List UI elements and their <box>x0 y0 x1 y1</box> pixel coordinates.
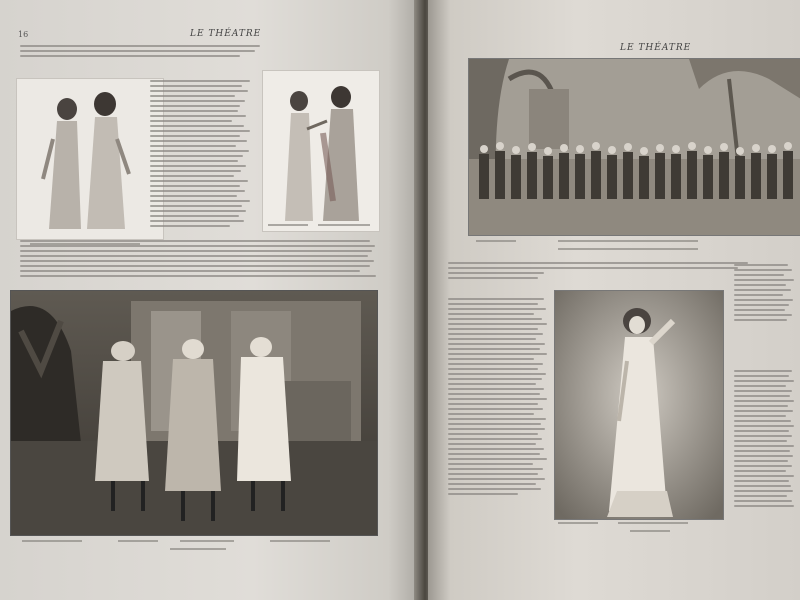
photo-stage-ensemble <box>468 58 800 236</box>
narrow-column-text <box>448 298 548 498</box>
photo-caption <box>558 248 698 250</box>
photo-caption <box>558 522 598 524</box>
body-paragraph <box>448 262 748 282</box>
photo-trumpet-actress <box>262 70 380 232</box>
text-column-right <box>734 370 796 510</box>
photo-caption <box>270 540 330 542</box>
body-paragraph <box>20 240 378 280</box>
photo-caption <box>618 522 688 524</box>
photo-portrait-actress <box>554 290 724 520</box>
verse-column-right <box>734 264 796 324</box>
photo-caption <box>630 530 670 532</box>
photo-caption <box>22 540 82 542</box>
photo-caption <box>558 240 698 242</box>
photo-caption <box>268 224 308 226</box>
running-head-right: LE THÉATRE <box>620 43 692 53</box>
photo-caption <box>170 548 226 550</box>
intro-text-block <box>20 45 260 60</box>
photo-caption <box>180 540 234 542</box>
photo-three-seated-figures <box>10 290 378 536</box>
running-head-left: LE THÉATRE <box>190 29 262 39</box>
verse-text-block <box>150 80 260 230</box>
photo-caption <box>318 224 370 226</box>
photo-caption <box>118 540 158 542</box>
photo-two-actresses <box>16 78 164 240</box>
page-number: 16 <box>18 30 29 39</box>
photo-caption <box>476 240 516 242</box>
right-page <box>428 0 800 600</box>
